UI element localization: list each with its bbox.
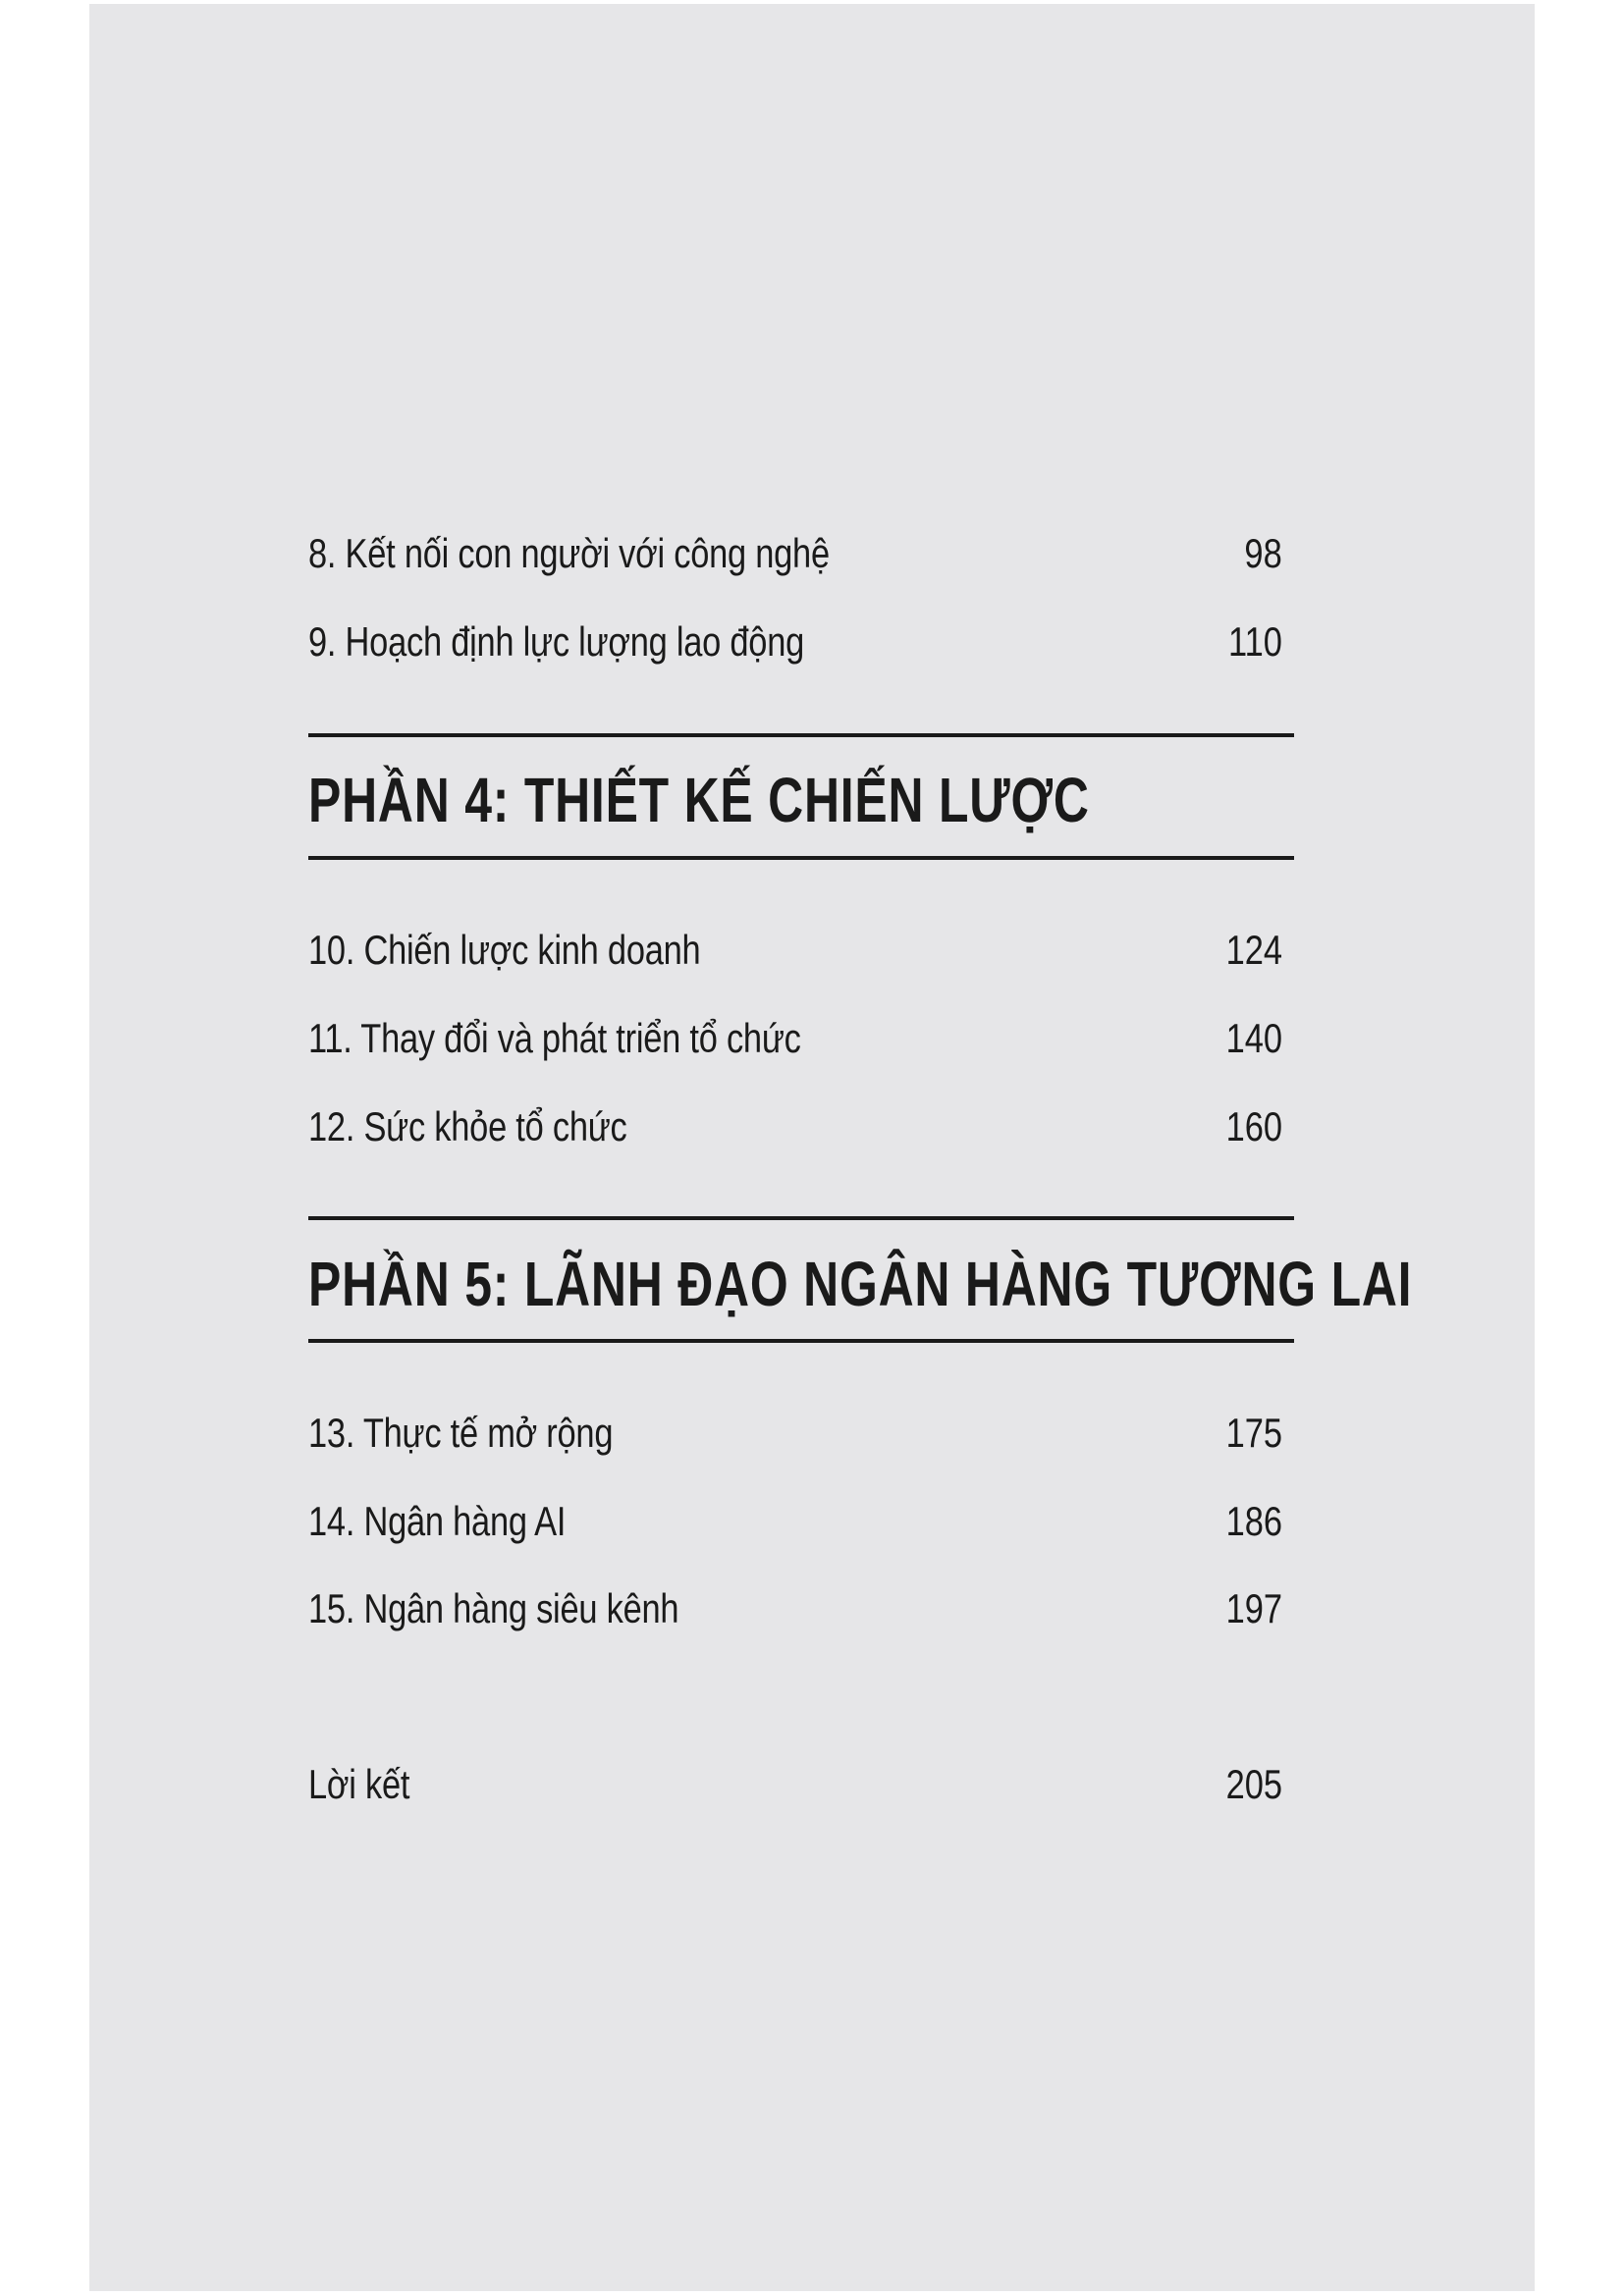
toc-entry-title: 12. Sức khỏe tổ chức — [308, 1103, 627, 1149]
part5-bottom-rule — [308, 1339, 1294, 1343]
toc-entry-page: 197 — [1225, 1585, 1282, 1631]
toc-entry-page: 124 — [1225, 927, 1282, 973]
book-page — [89, 4, 1535, 2291]
toc-entry-page: 160 — [1225, 1103, 1282, 1149]
part4-bottom-rule — [308, 856, 1294, 860]
toc-entry-title: 9. Hoạch định lực lượng lao động — [308, 618, 805, 665]
part4-top-rule — [308, 733, 1294, 737]
toc-entry-title: 13. Thực tế mở rộng — [308, 1410, 614, 1456]
part4-heading: PHẦN 4: THIẾT KẾ CHIẾN LƯỢC — [308, 765, 1090, 835]
part5-heading: PHẦN 5: LÃNH ĐẠO NGÂN HÀNG TƯƠNG LAI — [308, 1249, 1413, 1319]
toc-entry-title: 15. Ngân hàng siêu kênh — [308, 1585, 679, 1631]
toc-entry-title: 10. Chiến lược kinh doanh — [308, 927, 701, 973]
toc-entry-page: 175 — [1225, 1410, 1282, 1456]
toc-entry-title: 14. Ngân hàng AI — [308, 1498, 567, 1544]
toc-entry-title: 11. Thay đổi và phát triển tổ chức — [308, 1015, 801, 1061]
toc-entry-page: 140 — [1225, 1015, 1282, 1061]
toc-entry-page: 186 — [1225, 1498, 1282, 1544]
toc-entry-title: 8. Kết nối con người với công nghệ — [308, 530, 830, 576]
toc-epilogue-page: 205 — [1225, 1761, 1282, 1807]
toc-entry-page: 98 — [1244, 530, 1282, 576]
toc-epilogue-title: Lời kết — [308, 1761, 410, 1807]
toc-entry-page: 110 — [1228, 618, 1282, 665]
part5-top-rule — [308, 1216, 1294, 1220]
